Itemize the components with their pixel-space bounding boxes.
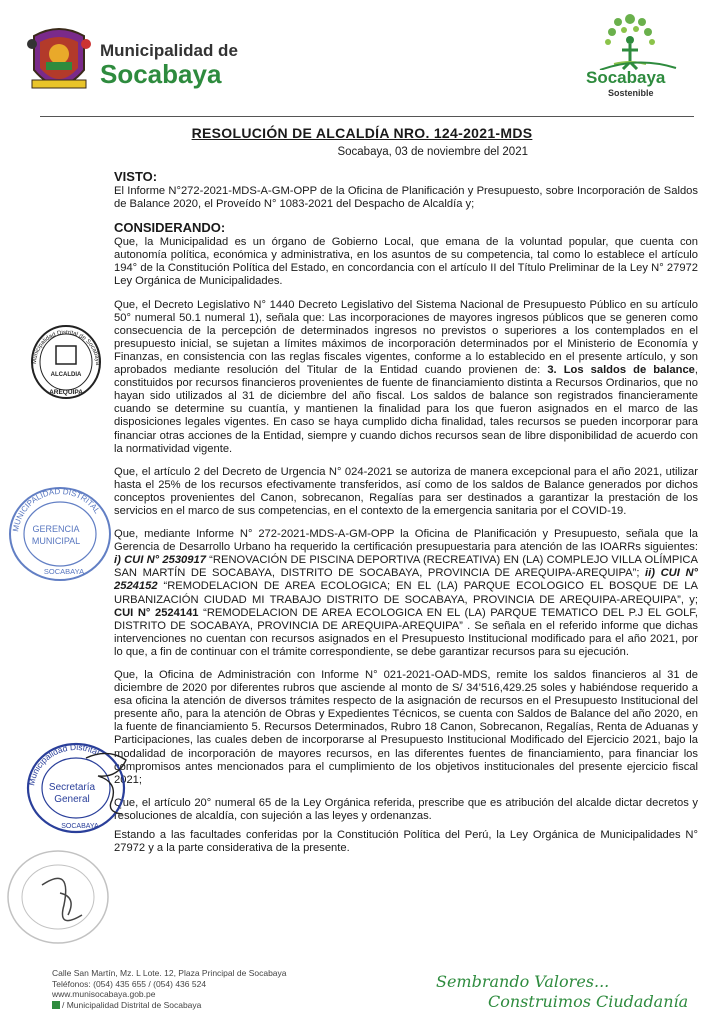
gerencia-stamp-center1: GERENCIA bbox=[32, 524, 80, 534]
secretaria-stamp-center1: Secretaría bbox=[48, 782, 96, 793]
gerencia-stamp-city: SOCABAYA bbox=[43, 567, 85, 576]
considerando-paragraph-4 bbox=[114, 528, 698, 659]
municipality-name-line2: Socabaya bbox=[100, 59, 222, 89]
resolution-body bbox=[114, 170, 698, 865]
p2-text-b: , constituidos por recursos financieros provenientes de fuente de financiamiento distinta a Recursos Ordinarios, que no hayan sido utilizados al 31 de diciembre del año fiscal. Los saldos de balance son registrados financieramente cuando se determine su cuantía, y mantienen la finalidad para los que fueron asignados en el marco de las disposiciones legales vigentes. En caso se haya cumplido dicha finalidad, tales recursos se pueden incorporar para financiar otras acciones de la Entidad, siempre y cuando dichos recursos sean de libre disponibilidad de acuerdo con la normatividad vigente. bbox=[114, 364, 698, 455]
municipality-name bbox=[100, 42, 238, 88]
alcaldia-stamp bbox=[26, 320, 106, 404]
gerencia-municipal-stamp bbox=[4, 482, 116, 586]
p4-text-a: Que, mediante Informe N° 272-2021-MDS-A-GM-OPP la Oficina de Planificación y Presupuesto, señala que la Gerencia de Desarrollo Urbano ha requerido la certificación presupuestaria para atención de las IOARRs siguientes: bbox=[114, 528, 698, 554]
gerencia-stamp-ring-text: MUNICIPALIDAD DISTRITAL bbox=[11, 486, 102, 533]
visto-paragraph: El Informe N°272-2021-MDS-A-GM-OPP de la Oficina de Planificación y Presupuesto, sobre Incorporación de Saldos de Balance 2020, el Proveído N° 1083-2021 del Despacho de Alcaldía y; bbox=[114, 185, 698, 211]
p4-cui-2: ii) CUI N° 2524152 bbox=[114, 567, 699, 593]
logo-subtitle: Sostenible bbox=[608, 88, 654, 98]
socabaya-sostenible-logo bbox=[578, 14, 688, 104]
considerando-paragraph-5: Que, la Oficina de Administración con Informe N° 021-2021-OAD-MDS, remite los saldos financieros al 31 de diciembre de 2020 por diferentes rubros que asciende al monto de S/ 34’516,429.25 soles y habiéndose requerido a esa oficina la atención de diversos trámites respecto de la asignación de recursos en el Presupuesto Institucional del presente año, para la atención de Obras y Expedientes Técnicos, se cuenta con Saldos de Balance del año 2020, en la fuente de financiamiento 5. Recursos Determinados, Rubro 18 Canon, Sobrecanon, Regalías, Renta de Aduanas y Participaciones, las cuales deben de incorporarse al Presupuesto Institucional Modificado del Ejercicio 2021, bajo la modalidad de incorporación de mayores recursos, en las diferentes fuentes de financiamiento, para financiar los compromisos antes mencionados para el cumplimiento de los objetivos institucionales del presente ejercicio fiscal 2021; bbox=[114, 669, 698, 786]
letterhead bbox=[0, 0, 724, 118]
secretaria-stamp-city: SOCABAYA bbox=[61, 823, 99, 830]
resolution-title: RESOLUCIÓN DE ALCALDÍA NRO. 124-2021-MDS bbox=[191, 125, 533, 141]
secretaria-stamp-center2: General bbox=[54, 794, 90, 805]
secretaria-stamp-ring-text: Municipalidad Distrital bbox=[26, 741, 102, 787]
visto-heading: VISTO: bbox=[114, 169, 158, 184]
resolution-date: Socabaya, 03 de noviembre del 2021 bbox=[337, 146, 528, 158]
considerando-paragraph-1: Que, la Municipalidad es un órgano de Gobierno Local, que emana de la voluntad popular, que cuenta con autonomía política, económica y administrativa, en los asuntos de su competencia, tal como lo establece el artículo 194° de la Constitución Política del Estado, en concordancia con el artículo II del Título Preliminar de la Ley N° 27972 Ley Orgánica de Municipalidades. bbox=[114, 236, 698, 288]
secretaria-signature bbox=[78, 748, 138, 818]
considerando-heading: CONSIDERANDO: bbox=[114, 220, 226, 236]
footer-phones: Teléfonos: (054) 435 655 / (054) 436 524 bbox=[52, 978, 207, 989]
p4-text-d: “REMODELACION DE AREA ECOLOGICA EN EL (LA) PARQUE TEMATICO DEL P.J EL GOLF, DISTRITO DE SOCABAYA, PROVINCIA DE AREQUIPA-AREQUIPA” . Se señala en el referido informe que dichas intervenciones no cuentan con recursos asignados en el Presupuesto Institucional modificado para el año 2021, por lo que, a fin de continuar con el trámite correspondiente, se debe garantizar recursos para su ejecución. bbox=[114, 606, 698, 658]
tree-people-icon bbox=[578, 14, 688, 70]
p2-text-a: Que, el Decreto Legislativo N° 1440 Decreto Legislativo del Sistema Nacional de Presupuesto Público en su artículo 50° numeral 50.1 numeral 1), señala que: Las incorporaciones de mayores ingresos públicos que se generen como consecuencia de la percepción de determinados ingresos no previstos o superiores a los contemplados en el presupuesto inicial, se sujetan a límites máximos de incorporación determinados por el Ministerio de Economía y Finanzas, en consistencia con las reglas fiscales vigentes, conforme a lo establecido en el presente artículo, y son aprobados mediante resolución del Titular de la Entidad cuando provienen de: bbox=[114, 298, 698, 377]
footer-facebook bbox=[52, 1000, 287, 1011]
alcaldia-stamp-city: AREQUIPA bbox=[49, 389, 83, 396]
logo-name: Socabaya bbox=[586, 68, 666, 87]
p4-text-c: “REMODELACION DE AREA ECOLOGICA; EN EL (LA) PARQUE ECOLOGICO EL BOSQUE DE LA URBANIZACIÓN CIUDAD MI TRABAJO DISTRITO DE SOCABAYA, PROVINCIA DE AREQUIPA-AREQUIPA”, y; bbox=[114, 580, 698, 606]
page-footer bbox=[0, 960, 724, 1024]
alcaldia-stamp-ring-text: Municipalidad Distrital de Socabaya bbox=[31, 329, 101, 366]
p2-bold: 3. Los saldos de balance bbox=[547, 364, 695, 377]
footer-website: www.munisocabaya.gob.pe bbox=[52, 989, 156, 999]
considerando-paragraph-7: Estando a las facultades conferidas por la Constitución Política del Perú, la Ley Orgánica de Municipalidades N° 27972 y a la parte considerativa de la presente. bbox=[114, 829, 698, 855]
p4-text-b: “RENOVACIÓN DE PISCINA DEPORTIVA (RECREATIVA) EN (LA) COMPLEJO VILLA OLÍMPICA SAN MARTÍN DE SOCABAYA, DISTRITO DE SOCABAYA, PROVINCIA DE AREQUIPA-AREQUIPA”; bbox=[114, 554, 698, 580]
facebook-icon bbox=[52, 1001, 60, 1009]
considerando-paragraph-6: Que, el artículo 20° numeral 65 de la Ley Orgánica referida, prescribe que es atribución del alcalde dictar decretos y resoluciones de alcaldía, con sujeción a las leyes y ordenanzas. bbox=[114, 796, 698, 822]
footer-facebook-text: / Municipalidad Distrital de Socabaya bbox=[62, 999, 202, 1010]
alcaldia-stamp-label: ALCALDIA bbox=[50, 372, 82, 378]
faded-municipal-stamp bbox=[2, 845, 114, 949]
contact-info bbox=[52, 968, 287, 1010]
p4-cui-3: CUI N° 2524141 bbox=[114, 606, 199, 619]
gerencia-stamp-center2: MUNICIPAL bbox=[31, 536, 81, 546]
considerando-paragraph-3: Que, el artículo 2 del Decreto de Urgencia N° 024-2021 se autoriza de manera excepcional para el año 2021, utilizar hasta el 25% de los recursos efectivamente transferidos, así como de los saldos de Balance generados por dichos conceptos provenientes del Canon, sobrecanon, Regalías para ser destinados a garantizar la prestación de los servicios en el marco de sus competencias, en el contexto de la emergencia sanitaria por el COVID-19. bbox=[114, 465, 698, 517]
header-divider bbox=[40, 116, 694, 117]
municipal-crest-logo bbox=[24, 22, 94, 100]
footer-address: Calle San Martín, Mz. L Lote. 12, Plaza Principal de Socabaya bbox=[52, 968, 287, 978]
slogan-line1: Sembrando Valores... bbox=[436, 972, 610, 991]
slogan-line2: Construimos Ciudadanía bbox=[488, 992, 689, 1011]
considerando-paragraph-2 bbox=[114, 299, 698, 456]
municipality-name-line1: Municipalidad de bbox=[100, 41, 238, 60]
p4-cui-1: i) CUI N° 2530917 bbox=[114, 554, 206, 567]
